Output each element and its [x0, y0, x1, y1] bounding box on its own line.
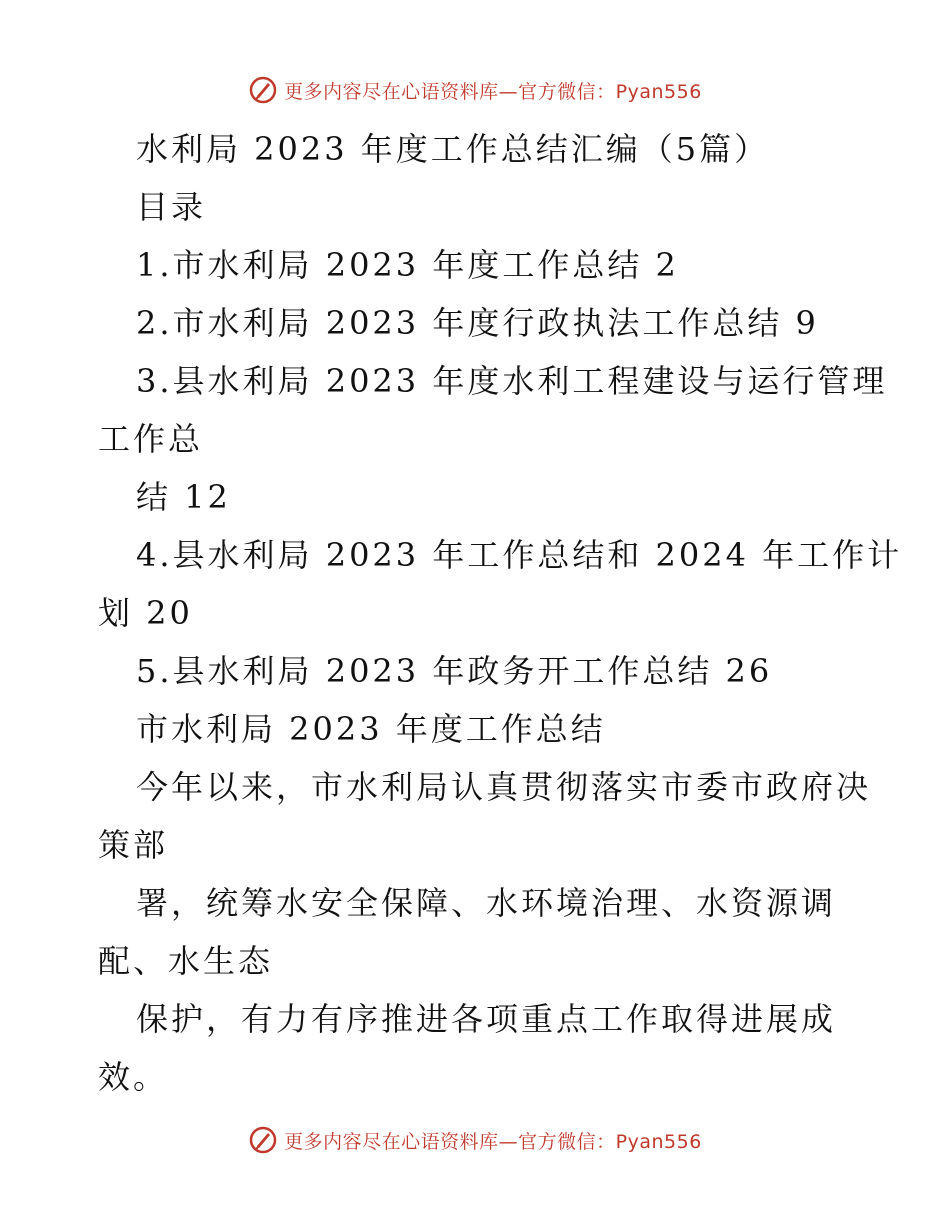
text-line: 工作总 [98, 420, 204, 458]
header-banner [0, 70, 950, 110]
text-line: 保护，有力有序推进各项重点工作取得进展成 [136, 1000, 837, 1038]
text-line: 配、水生态 [98, 942, 274, 980]
text-line: 目录 [136, 188, 207, 226]
quill-logo-icon [248, 1125, 278, 1155]
text-line: 划 20 [98, 594, 193, 632]
text-line: 效。 [98, 1058, 169, 1096]
document-body [98, 120, 903, 1106]
text-line: 结 12 [136, 478, 231, 516]
text-line: 3.县水利局 2023 年度水利工程建设与运行管理 [136, 362, 888, 400]
text-line: 策部 [98, 826, 169, 864]
text-line: 2.市水利局 2023 年度行政执法工作总结 9 [136, 304, 819, 342]
banner-text: 更多内容尽在心语资料库—官方微信：Pyan556 [284, 1130, 702, 1153]
quill-logo-icon [248, 75, 278, 105]
text-line: 水利局 2023 年度工作总结汇编（5篇） [136, 130, 770, 168]
text-line: 今年以来，市水利局认真贯彻落实市委市政府决 [136, 768, 872, 806]
banner-text: 更多内容尽在心语资料库—官方微信：Pyan556 [284, 80, 702, 103]
text-line: 4.县水利局 2023 年工作总结和 2024 年工作计 [136, 536, 903, 574]
text-line: 5.县水利局 2023 年政务开工作总结 26 [136, 652, 773, 690]
text-line: 1.市水利局 2023 年度工作总结 2 [136, 246, 679, 284]
text-line: 市水利局 2023 年度工作总结 [136, 710, 606, 748]
footer-banner [0, 1120, 950, 1160]
text-line: 署，统筹水安全保障、水环境治理、水资源调 [136, 884, 837, 922]
